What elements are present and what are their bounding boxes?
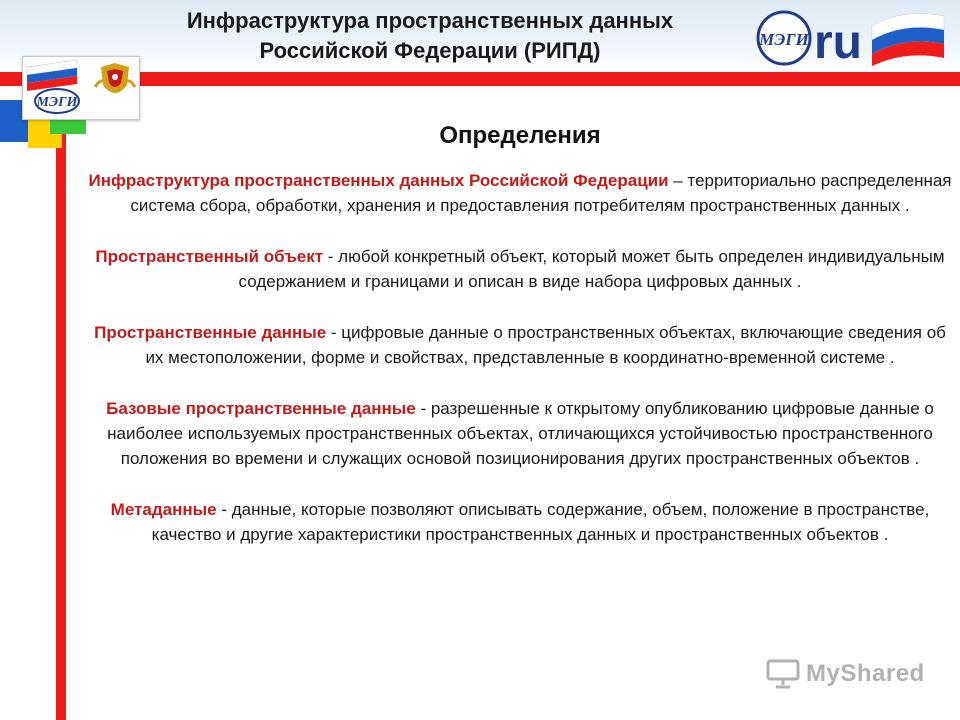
page-header-title <box>110 6 750 66</box>
coat-of-arms-icon <box>95 63 135 93</box>
red-vertical-stripe <box>56 68 66 720</box>
mpei-logo-icon <box>35 89 79 113</box>
definition-term: Метаданные <box>110 500 217 519</box>
definition-item <box>86 497 954 547</box>
definition-term: Пространственные данные <box>94 323 327 342</box>
slideshow-icon <box>766 659 800 689</box>
definition-item <box>86 168 954 218</box>
definition-text: - разрешенные к открытому опубликованию цифровые данные о наиболее используемых пространственных объектах, отличающихся устойчивостью пространственного положения во времени и служащих основой позиционирования других пространственных объектов . <box>107 399 934 468</box>
svg-text:ru: ru <box>814 16 862 68</box>
mpei-ru-logo-icon <box>754 8 950 68</box>
header-title-line-1: Инфраструктура пространственных данных <box>186 8 674 33</box>
left-logo <box>22 56 140 120</box>
definition-item <box>86 396 954 471</box>
definitions-list <box>86 168 954 573</box>
definition-text: - данные, которые позволяют описывать содержание, объем, положение в пространстве, качество и другие характеристики пространственных данных и пространственных объектов . <box>151 500 930 544</box>
svg-text:МЭГИ: МЭГИ <box>36 95 78 110</box>
right-logo <box>754 8 950 68</box>
definition-term: Пространственный объект <box>95 247 324 266</box>
svg-text:МЭГИ: МЭГИ <box>759 30 809 49</box>
definition-item <box>86 244 954 294</box>
definition-term: Базовые пространственные данные <box>106 399 416 418</box>
definition-text: - цифровые данные о пространственных объектах, включающие сведения об их местоположении, форме и свойствах, представленные в координатно-временной системе . <box>145 323 946 367</box>
watermark <box>766 656 925 692</box>
definition-item <box>86 320 954 370</box>
header-title-line-2: Российской Федерации (РИПД) <box>259 38 601 63</box>
watermark-text: MyShared <box>806 660 925 687</box>
definition-text: - любой конкретный объект, который может быть определен индивидуальным содержанием и границами и описан в виде набора цифровых данных . <box>238 247 945 291</box>
definition-term: Инфраструктура пространственных данных Российской Федерации <box>88 171 669 190</box>
section-title: Определения <box>439 122 601 149</box>
definition-text: – территориально распределенная система сбора, обработки, хранения и предоставления потребителям пространственных данных . <box>130 171 952 215</box>
flag-and-emblem-icon <box>23 57 139 119</box>
red-horizontal-stripe <box>0 72 960 86</box>
